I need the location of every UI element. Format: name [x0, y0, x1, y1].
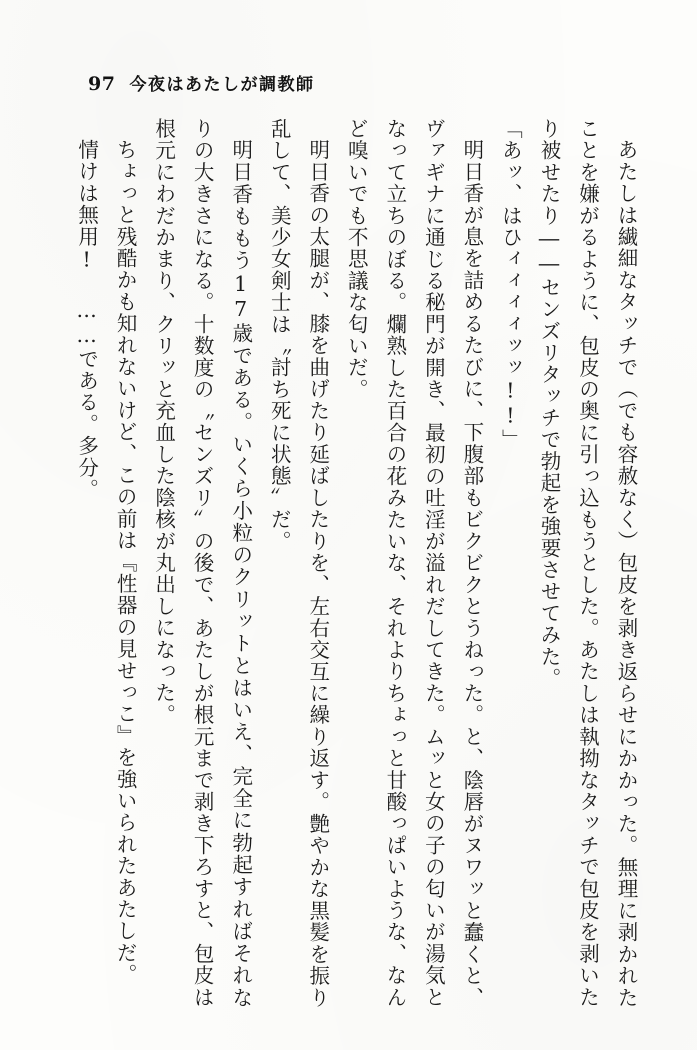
running-title: 今夜はあたしが調教師: [129, 75, 315, 95]
body-text: [67, 118, 645, 1008]
paragraph: 「あッ、はひィィィィッッ!!」: [498, 118, 523, 451]
paragraph: ちょっと残酷かも知れないけど、この前は『性器の見せっこ』を強いられたあたしだ。: [113, 138, 138, 985]
paragraph: 明日香の太腿が、膝を曲げたり延ばしたりを、左右交互に繰り返す。艶やかな黒髪を振り乱して、美少女剣士は〝討ち死に状態〟だ。: [267, 118, 330, 1008]
paragraph: あたしは繊細なタッチで（でも容赦なく）包皮を剥き返らせにかかった。無理に剥かれたことを嫌がるように、包皮の奥に引っ込もうとした。あたしは執拗なタッチで包皮を剥いたり被せたり――センズリタッチで勃起を強要させてみた。: [536, 118, 638, 1008]
paragraph: 情けは無用! ……である。多分。: [74, 138, 99, 500]
page-header: [88, 70, 314, 95]
paragraph: 明日香が息を詰めるたびに、下腹部もビクビクとうねった。と、陰唇がヌワッと蠢くと、ヴァギナに通じる秘門が開き、最初の吐淫が溢れだしてきた。ムッと女の子の匂いが湯気となって立ちのぼる。爛熟した百合の花みたいな、それよりちょっと甘酸っぱいような、なんど嗅いでも不思議な匂いだ。: [344, 118, 484, 1008]
paragraph: 明日香ももう17歳である。いくら小粒のクリットとはいえ、完全に勃起すればそれなりの大きさになる。十数度の〝センズリ〟の後で、あたしが根元まで剥き下ろすと、包皮は根元にわだかまり、クリッと充血した陰核が丸出しになった。: [151, 118, 253, 1008]
page-number: 97: [88, 73, 116, 95]
